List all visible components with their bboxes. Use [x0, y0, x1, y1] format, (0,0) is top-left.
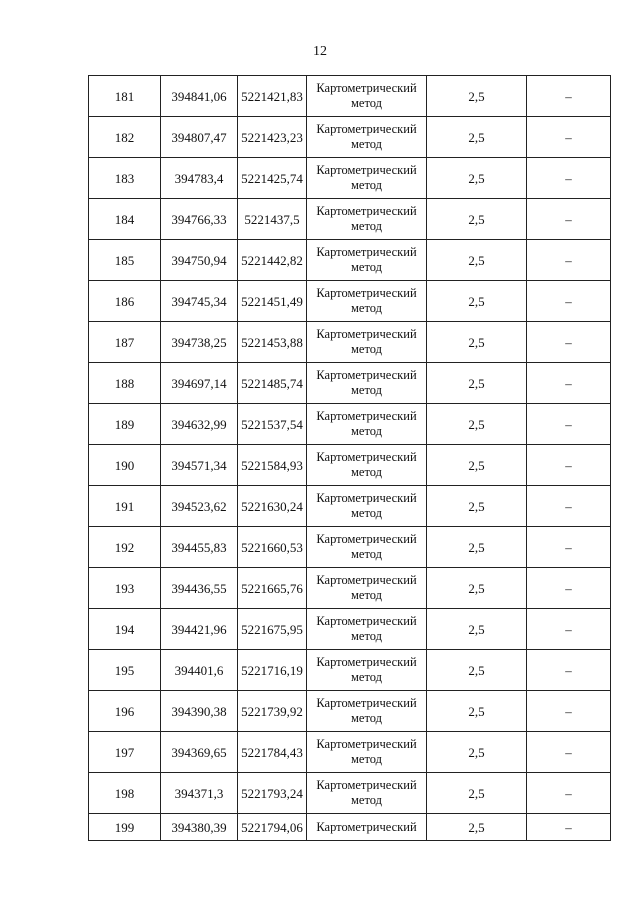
accuracy-cell: 2,5: [427, 404, 527, 445]
y-coordinate-cell: 5221423,23: [238, 117, 307, 158]
x-coordinate-cell: 394390,38: [161, 691, 238, 732]
y-coordinate-cell: 5221739,92: [238, 691, 307, 732]
point-number-cell: 192: [89, 527, 161, 568]
method-text: Картометрический метод: [316, 737, 417, 766]
x-coordinate-cell: 394738,25: [161, 322, 238, 363]
point-number-cell: 182: [89, 117, 161, 158]
note-cell: –: [527, 240, 611, 281]
table-row: [89, 117, 611, 158]
method-text: Картометрический метод: [316, 491, 417, 520]
accuracy-cell: 2,5: [427, 363, 527, 404]
method-cell: [307, 650, 427, 691]
note-cell: –: [527, 609, 611, 650]
table-row: [89, 568, 611, 609]
point-number-cell: 189: [89, 404, 161, 445]
x-coordinate-cell: 394455,83: [161, 527, 238, 568]
note-cell: –: [527, 404, 611, 445]
table-row: [89, 609, 611, 650]
x-coordinate-cell: 394697,14: [161, 363, 238, 404]
accuracy-cell: 2,5: [427, 814, 527, 841]
note-cell: –: [527, 76, 611, 117]
point-number-cell: 193: [89, 568, 161, 609]
table-row: [89, 363, 611, 404]
method-cell: [307, 445, 427, 486]
table-row: [89, 691, 611, 732]
note-cell: –: [527, 322, 611, 363]
method-text: Картометрический метод: [316, 409, 417, 438]
y-coordinate-cell: 5221425,74: [238, 158, 307, 199]
table-row: [89, 240, 611, 281]
table-row: [89, 76, 611, 117]
page-number: 12: [313, 44, 327, 59]
accuracy-cell: 2,5: [427, 527, 527, 568]
method-text: Картометрический: [316, 820, 417, 834]
x-coordinate-cell: 394523,62: [161, 486, 238, 527]
table-row: [89, 158, 611, 199]
method-cell: [307, 568, 427, 609]
note-cell: –: [527, 486, 611, 527]
note-cell: –: [527, 117, 611, 158]
accuracy-cell: 2,5: [427, 117, 527, 158]
method-cell: [307, 158, 427, 199]
x-coordinate-cell: 394632,99: [161, 404, 238, 445]
accuracy-cell: 2,5: [427, 240, 527, 281]
note-cell: –: [527, 691, 611, 732]
point-number-cell: 199: [89, 814, 161, 841]
method-cell: [307, 814, 427, 841]
method-cell: [307, 527, 427, 568]
note-cell: –: [527, 363, 611, 404]
y-coordinate-cell: 5221442,82: [238, 240, 307, 281]
accuracy-cell: 2,5: [427, 322, 527, 363]
x-coordinate-cell: 394436,55: [161, 568, 238, 609]
method-text: Картометрический метод: [316, 122, 417, 151]
y-coordinate-cell: 5221485,74: [238, 363, 307, 404]
note-cell: –: [527, 568, 611, 609]
method-cell: [307, 609, 427, 650]
y-coordinate-cell: 5221537,54: [238, 404, 307, 445]
accuracy-cell: 2,5: [427, 568, 527, 609]
note-cell: –: [527, 445, 611, 486]
note-cell: –: [527, 158, 611, 199]
method-cell: [307, 363, 427, 404]
method-text: Картометрический метод: [316, 327, 417, 356]
accuracy-cell: 2,5: [427, 773, 527, 814]
method-text: Картометрический метод: [316, 450, 417, 479]
y-coordinate-cell: 5221784,43: [238, 732, 307, 773]
x-coordinate-cell: 394401,6: [161, 650, 238, 691]
y-coordinate-cell: 5221630,24: [238, 486, 307, 527]
accuracy-cell: 2,5: [427, 445, 527, 486]
point-number-cell: 195: [89, 650, 161, 691]
method-cell: [307, 732, 427, 773]
y-coordinate-cell: 5221665,76: [238, 568, 307, 609]
accuracy-cell: 2,5: [427, 281, 527, 322]
accuracy-cell: 2,5: [427, 76, 527, 117]
note-cell: –: [527, 732, 611, 773]
x-coordinate-cell: 394766,33: [161, 199, 238, 240]
method-text: Картометрический метод: [316, 81, 417, 110]
point-number-cell: 187: [89, 322, 161, 363]
method-cell: [307, 240, 427, 281]
method-cell: [307, 486, 427, 527]
method-cell: [307, 404, 427, 445]
accuracy-cell: 2,5: [427, 609, 527, 650]
y-coordinate-cell: 5221675,95: [238, 609, 307, 650]
point-number-cell: 186: [89, 281, 161, 322]
method-text: Картометрический метод: [316, 696, 417, 725]
table-row: [89, 773, 611, 814]
x-coordinate-cell: 394807,47: [161, 117, 238, 158]
x-coordinate-cell: 394371,3: [161, 773, 238, 814]
point-number-cell: 190: [89, 445, 161, 486]
method-text: Картометрический метод: [316, 532, 417, 561]
y-coordinate-cell: 5221437,5: [238, 199, 307, 240]
note-cell: –: [527, 281, 611, 322]
y-coordinate-cell: 5221660,53: [238, 527, 307, 568]
method-cell: [307, 76, 427, 117]
x-coordinate-cell: 394783,4: [161, 158, 238, 199]
accuracy-cell: 2,5: [427, 732, 527, 773]
point-number-cell: 191: [89, 486, 161, 527]
note-cell: –: [527, 199, 611, 240]
point-number-cell: 188: [89, 363, 161, 404]
x-coordinate-cell: 394745,34: [161, 281, 238, 322]
table-row: [89, 445, 611, 486]
point-number-cell: 194: [89, 609, 161, 650]
point-number-cell: 198: [89, 773, 161, 814]
table-row: [89, 322, 611, 363]
method-text: Картометрический метод: [316, 368, 417, 397]
x-coordinate-cell: 394750,94: [161, 240, 238, 281]
method-text: Картометрический метод: [316, 655, 417, 684]
method-text: Картометрический метод: [316, 573, 417, 602]
table-row: [89, 650, 611, 691]
method-text: Картометрический метод: [316, 614, 417, 643]
y-coordinate-cell: 5221421,83: [238, 76, 307, 117]
coordinates-table: [88, 75, 611, 841]
accuracy-cell: 2,5: [427, 158, 527, 199]
table-row: [89, 404, 611, 445]
method-cell: [307, 117, 427, 158]
method-cell: [307, 691, 427, 732]
method-text: Картометрический метод: [316, 163, 417, 192]
method-text: Картометрический метод: [316, 778, 417, 807]
accuracy-cell: 2,5: [427, 486, 527, 527]
method-text: Картометрический метод: [316, 286, 417, 315]
method-cell: [307, 322, 427, 363]
accuracy-cell: 2,5: [427, 691, 527, 732]
y-coordinate-cell: 5221584,93: [238, 445, 307, 486]
point-number-cell: 181: [89, 76, 161, 117]
table-row: [89, 199, 611, 240]
point-number-cell: 184: [89, 199, 161, 240]
point-number-cell: 185: [89, 240, 161, 281]
coordinates-table-body: [89, 76, 611, 841]
x-coordinate-cell: 394380,39: [161, 814, 238, 841]
method-text: Картометрический метод: [316, 204, 417, 233]
note-cell: –: [527, 527, 611, 568]
table-row: [89, 527, 611, 568]
method-cell: [307, 281, 427, 322]
table-row: [89, 732, 611, 773]
table-row: [89, 281, 611, 322]
method-cell: [307, 199, 427, 240]
table-row: [89, 814, 611, 841]
y-coordinate-cell: 5221793,24: [238, 773, 307, 814]
y-coordinate-cell: 5221453,88: [238, 322, 307, 363]
x-coordinate-cell: 394571,34: [161, 445, 238, 486]
x-coordinate-cell: 394421,96: [161, 609, 238, 650]
x-coordinate-cell: 394841,06: [161, 76, 238, 117]
method-text: Картометрический метод: [316, 245, 417, 274]
x-coordinate-cell: 394369,65: [161, 732, 238, 773]
y-coordinate-cell: 5221451,49: [238, 281, 307, 322]
table-row: [89, 486, 611, 527]
note-cell: –: [527, 814, 611, 841]
point-number-cell: 196: [89, 691, 161, 732]
accuracy-cell: 2,5: [427, 650, 527, 691]
note-cell: –: [527, 773, 611, 814]
y-coordinate-cell: 5221794,06: [238, 814, 307, 841]
note-cell: –: [527, 650, 611, 691]
accuracy-cell: 2,5: [427, 199, 527, 240]
method-cell: [307, 773, 427, 814]
point-number-cell: 197: [89, 732, 161, 773]
point-number-cell: 183: [89, 158, 161, 199]
y-coordinate-cell: 5221716,19: [238, 650, 307, 691]
